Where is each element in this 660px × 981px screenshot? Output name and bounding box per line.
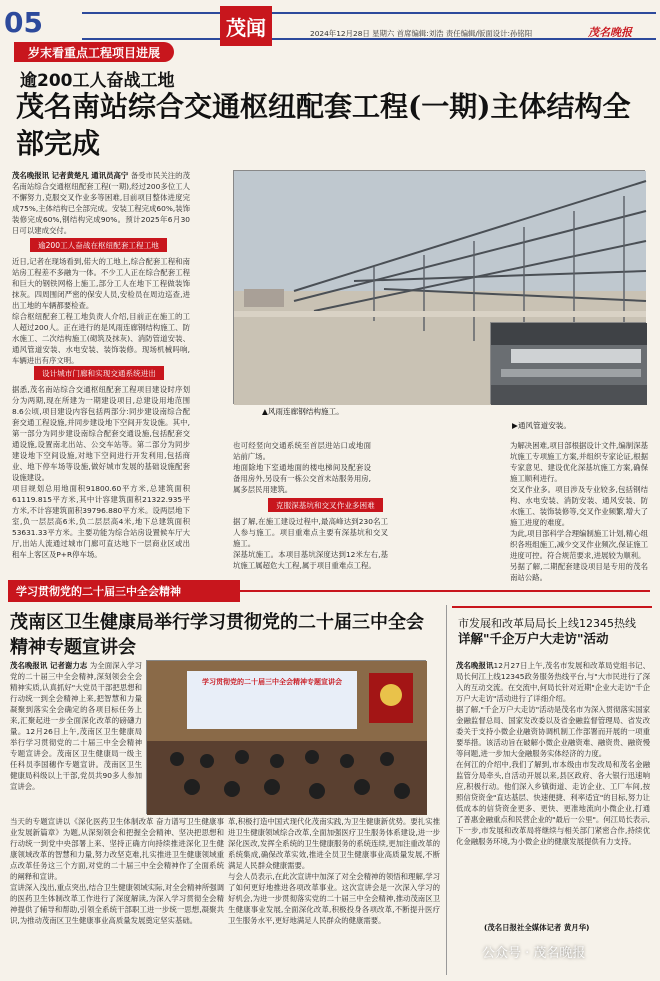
dateline: 2024年12月28日 星期六 首席编辑:刘浩 责任编辑/版面设计:孙铭阳 xyxy=(310,29,533,38)
section2-para3: 革,积极打造中国式现代化茂南实践,为卫生健康新优势。要扎实推进卫生健康领域综合改革,全面加强医疗卫生服务体系建设,进一步深化医改,发挥全系统的卫生健康服务的系统连续,更加注重改革的系统集成,确保改革实效,推进全员卫生健康事业高质量发展,不断满足人民群众健康需要。 与会人员表示,在此次宣讲中加深了对全会精神的领悟和理解,学习了如何更好地推进各项改革事业。这次宣讲会是一次深入学习的好机会,为进一步贯彻落实党的二十届三中全会精神,推动茂南区卫生健康事业发展,全面深化改革,积极投身各项改革,不断提升医疗卫生服务水平,更好地满足人民群众的健康需要。 xyxy=(228,817,440,925)
lead-kicker: 逾200工人奋战工地 xyxy=(20,71,175,91)
section2-intro xyxy=(10,660,142,812)
subhead-2: 设计城市门廊和实现交通系统进出 xyxy=(34,366,164,380)
section2-rule xyxy=(240,590,650,592)
lead-para1: 备受市民关注的茂名南站综合交通枢纽配套工程(一期),经过200多位工人不懈努力,克服交叉作业多等困难,目前项目整体进度完成75%,主体结构已全部完成。安装工程完成60%,装饰装修完成60%,钢结构完成90%。预计2025年6月30日可以建成交付。 xyxy=(12,171,190,235)
subhead-3: 克服深基坑和交叉作业多困难 xyxy=(268,498,383,512)
photo-ventilation-duct xyxy=(490,322,646,404)
lead-intro xyxy=(12,170,190,236)
section3-rule xyxy=(452,606,652,608)
lead-headline: 茂名南站综合交通枢纽配套工程(一期)主体结构全部完成 xyxy=(16,90,631,160)
photo2-caption: ▶通风管道安装。 xyxy=(512,421,571,430)
column-rule xyxy=(446,605,447,975)
section3-kicker: 市发展和改革局局长上线12345热线 xyxy=(458,617,636,630)
section3-body xyxy=(456,660,650,922)
section3-para1: 12月27日上午,茂名市发展和改革局党组书记、局长何江上线12345政务服务热线平台,与"大市民进行了深入的互动交流。在交流中,何局长针对近期"企业大走访"千企万户大走访"活动进行了详细介绍。 据了解,"千企万户大走访"活动是茂名市为深入贯彻落实国家金融监督总局、国家发改委以及省金融监督管理局、省发改委关于支持小微企业融资协调机制工作部署而开展的一项重要举措。该活动旨在破解小微企业融资难、融资贵、融资慢等问题,进一步加大金融服务实体经济的力度。 在何江的介绍中,我们了解到,市本级由市发改局和茂名金融监管分局牵头,自活动开展以来,县区政府、各大银行迅速响应,积极行动。他们深入乡镇街道、走访企业、工厂车间,按照信贷资金"直达基层、快速便捷、利率适宜"的目标,努力让低成本的信贷资金更多、更快、更准地流向小微企业,打通了普惠金融重点和民营企业的"最后一公里"。何江局长表示,下一步,市发展和改革局将继续与相关部门紧密合作,持续优化金融服务环境,为小微企业的健康发展提供有力支持。 xyxy=(456,661,650,846)
section2-para2: 当天的专题宣讲以《深化医药卫生体制改革 奋力谱写卫生健康事业发展新篇章》为题,从深刻领会和把握全会精神、坚决把思想和行动统一到党中央部署上来、坚持正确方向持续推进深化卫生健康领域改革的智慧和力量,努力改坚克难,扎实推进卫生健康领域重点改革任务这三个方面,对党的二十届三中全会精神作了全面系统的阐释和宣讲。 宣讲深入浅出,重点突出,结合卫生健康领域实际,对全会精神所强调的医药卫生体制改革工作进行了深度解读,为深入学习贯彻全会精神提供了辅导和帮助,引领全系统干部职工进一步统一思想,凝聚共识,为推动茂南区卫生健康事业高质量发展奠定坚实基础。 xyxy=(10,817,224,925)
lead-byline: 茂名晚报讯 记者黄楚凡 通讯员高宁 xyxy=(12,171,129,180)
lead-para2: 近日,记者在现场看到,偌大的工地上,综合配套工程和南站房工程差不多融为一体。不少工人正在综合配套工程和巨大的钢铁网格上施工,部分工人在地下工程做装饰抹灰。四周围闭严密的保安人员,安检员在周边巡查,进出工地的车辆都要检查。 综合枢纽配套工程工地负责人介绍,目前正在施工的工人超过200人。正在进行的是风雨连廊钢结构施工、防水施工、二次结构施工(砌筑及抹灰)、消防管道安装、通风管道安装、水电安装、装饰装修。现场机械吗响,车辆进出有序文明。 xyxy=(12,257,190,365)
section3-byline: 茂名晚报讯 xyxy=(456,661,494,670)
page-number: 05 xyxy=(4,6,43,39)
newspaper-logo: 茂名晚报 xyxy=(588,26,632,39)
lead-para4: 也可经竖向交通系统至首层进站口或地面站前广场。 地面除地下室通地面的楼电梯间及配套设备用房外,另设有一栋公交首末站服务用房,属多层民用建筑。 xyxy=(233,441,371,494)
section3-byline-end: (茂名日报社全媒体记者 黄月华) xyxy=(484,923,590,932)
section-badge: 茂闻 xyxy=(220,6,272,46)
photo1-caption: ▲风雨连廊钢结构施工。 xyxy=(262,407,344,416)
lead-para5: 据了解,在施工建设过程中,最高峰达到230名工人参与施工。项目重难点主要有深基坑和交叉施工。 深基坑施工。本项目基坑深度达到12米左右,基坑施工属超危大工程,属于项目重难点工程。 xyxy=(233,517,388,570)
section2-byline: 茂名晚报讯 记者谢力志 xyxy=(10,661,88,670)
watermark: 公众号 · 茂名晚报 xyxy=(482,946,586,961)
section2-bar: 学习贯彻党的二十届三中全会精神 xyxy=(8,580,240,602)
section2-headline: 茂南区卫生健康局举行学习贯彻党的二十届三中全会精神专题宣讲会 xyxy=(10,612,424,658)
photo-screen-banner: 学习贯彻党的二十届三中全会精神专题宣讲会 xyxy=(202,678,342,686)
lead-para6: 为解决困难,项目部根据设计文件,编制深基坑施工专项施工方案,并组织专家论证,根据专家意见、建设优化深基坑施工方案,确保施工顺利进行。 交叉作业多。项目涉及专业较多,包括钢结构、水电安装、消防安装、通风安装、防水施工、装饰装修等,交叉作业频繁,增大了施工进度的难度。 为此,项目部科学合理编制施工计划,精心组织各班组施工,减少交叉作业频次,保证施工进度可控。符合规范要求,进展较为顺利。 另据了解,二期配套建设项目是专用的茂名南站公路。 xyxy=(510,441,648,582)
photo-lecture-hall xyxy=(146,660,426,814)
section3-headline: 详解"千企万户大走访"活动 xyxy=(458,631,609,646)
lead-para3: 据悉,茂名南站综合交通枢纽配套工程项目建设时序划分为两期,现在所建为一期建设项目,总建设用地范围8.6公顷,项目建设内容包括两部分:同步建设南综合配套交通工程设施,并同步建设地下空间开发设施。其中,第一部分为同步建设南综合配套交通设施,包括配套交通设施,设置南北出站、公交车站等。第二部分为同步建设地下空间设施,对地下空间进行开发利用,包括商业、地下停车场等设施,做好城市发展的基础设施配套设施建设。 项目规划总用地面积91800.60平方米,总建筑面积61119.815平方米,其中计容建筑面积21322.935平方米,不计容建筑面积39796.880平方米。设两层地下室,负一层层高6米,负二层层高4米,地下总建筑面积53631.33平方米。主要功能为综合站房设置候车厅大厅,出站人流通过城市门廊可直达地下一层商业区或出租车上客区及P+R停车场。 xyxy=(12,385,190,559)
section2-para1: 为全面深入学习党的二十届三中全会精神,深刻领会全会精神实质,认真抓好"大党员干部把思想和行动统一到全会精神上来,把智慧和力量凝聚到落实全会确定的各项目标任务上来,汇聚起进一步全面深化改革的磅礴力量。12月26日上午,茂南区卫生健康局举行学习贯彻党的二十届三中全会精神专题宣讲会。茂南区卫生健康局一级主任科员李国穗作专题宣讲。茂南区卫生健康局科级以上干部,党员共90多人参加宣讲会。 xyxy=(10,661,142,791)
section3-headline-block xyxy=(458,616,654,646)
section-tag: 岁末看重点工程项目进展 xyxy=(14,42,174,62)
subhead-1: 逾200工人奋战在枢纽配套工程工地 xyxy=(30,238,167,252)
